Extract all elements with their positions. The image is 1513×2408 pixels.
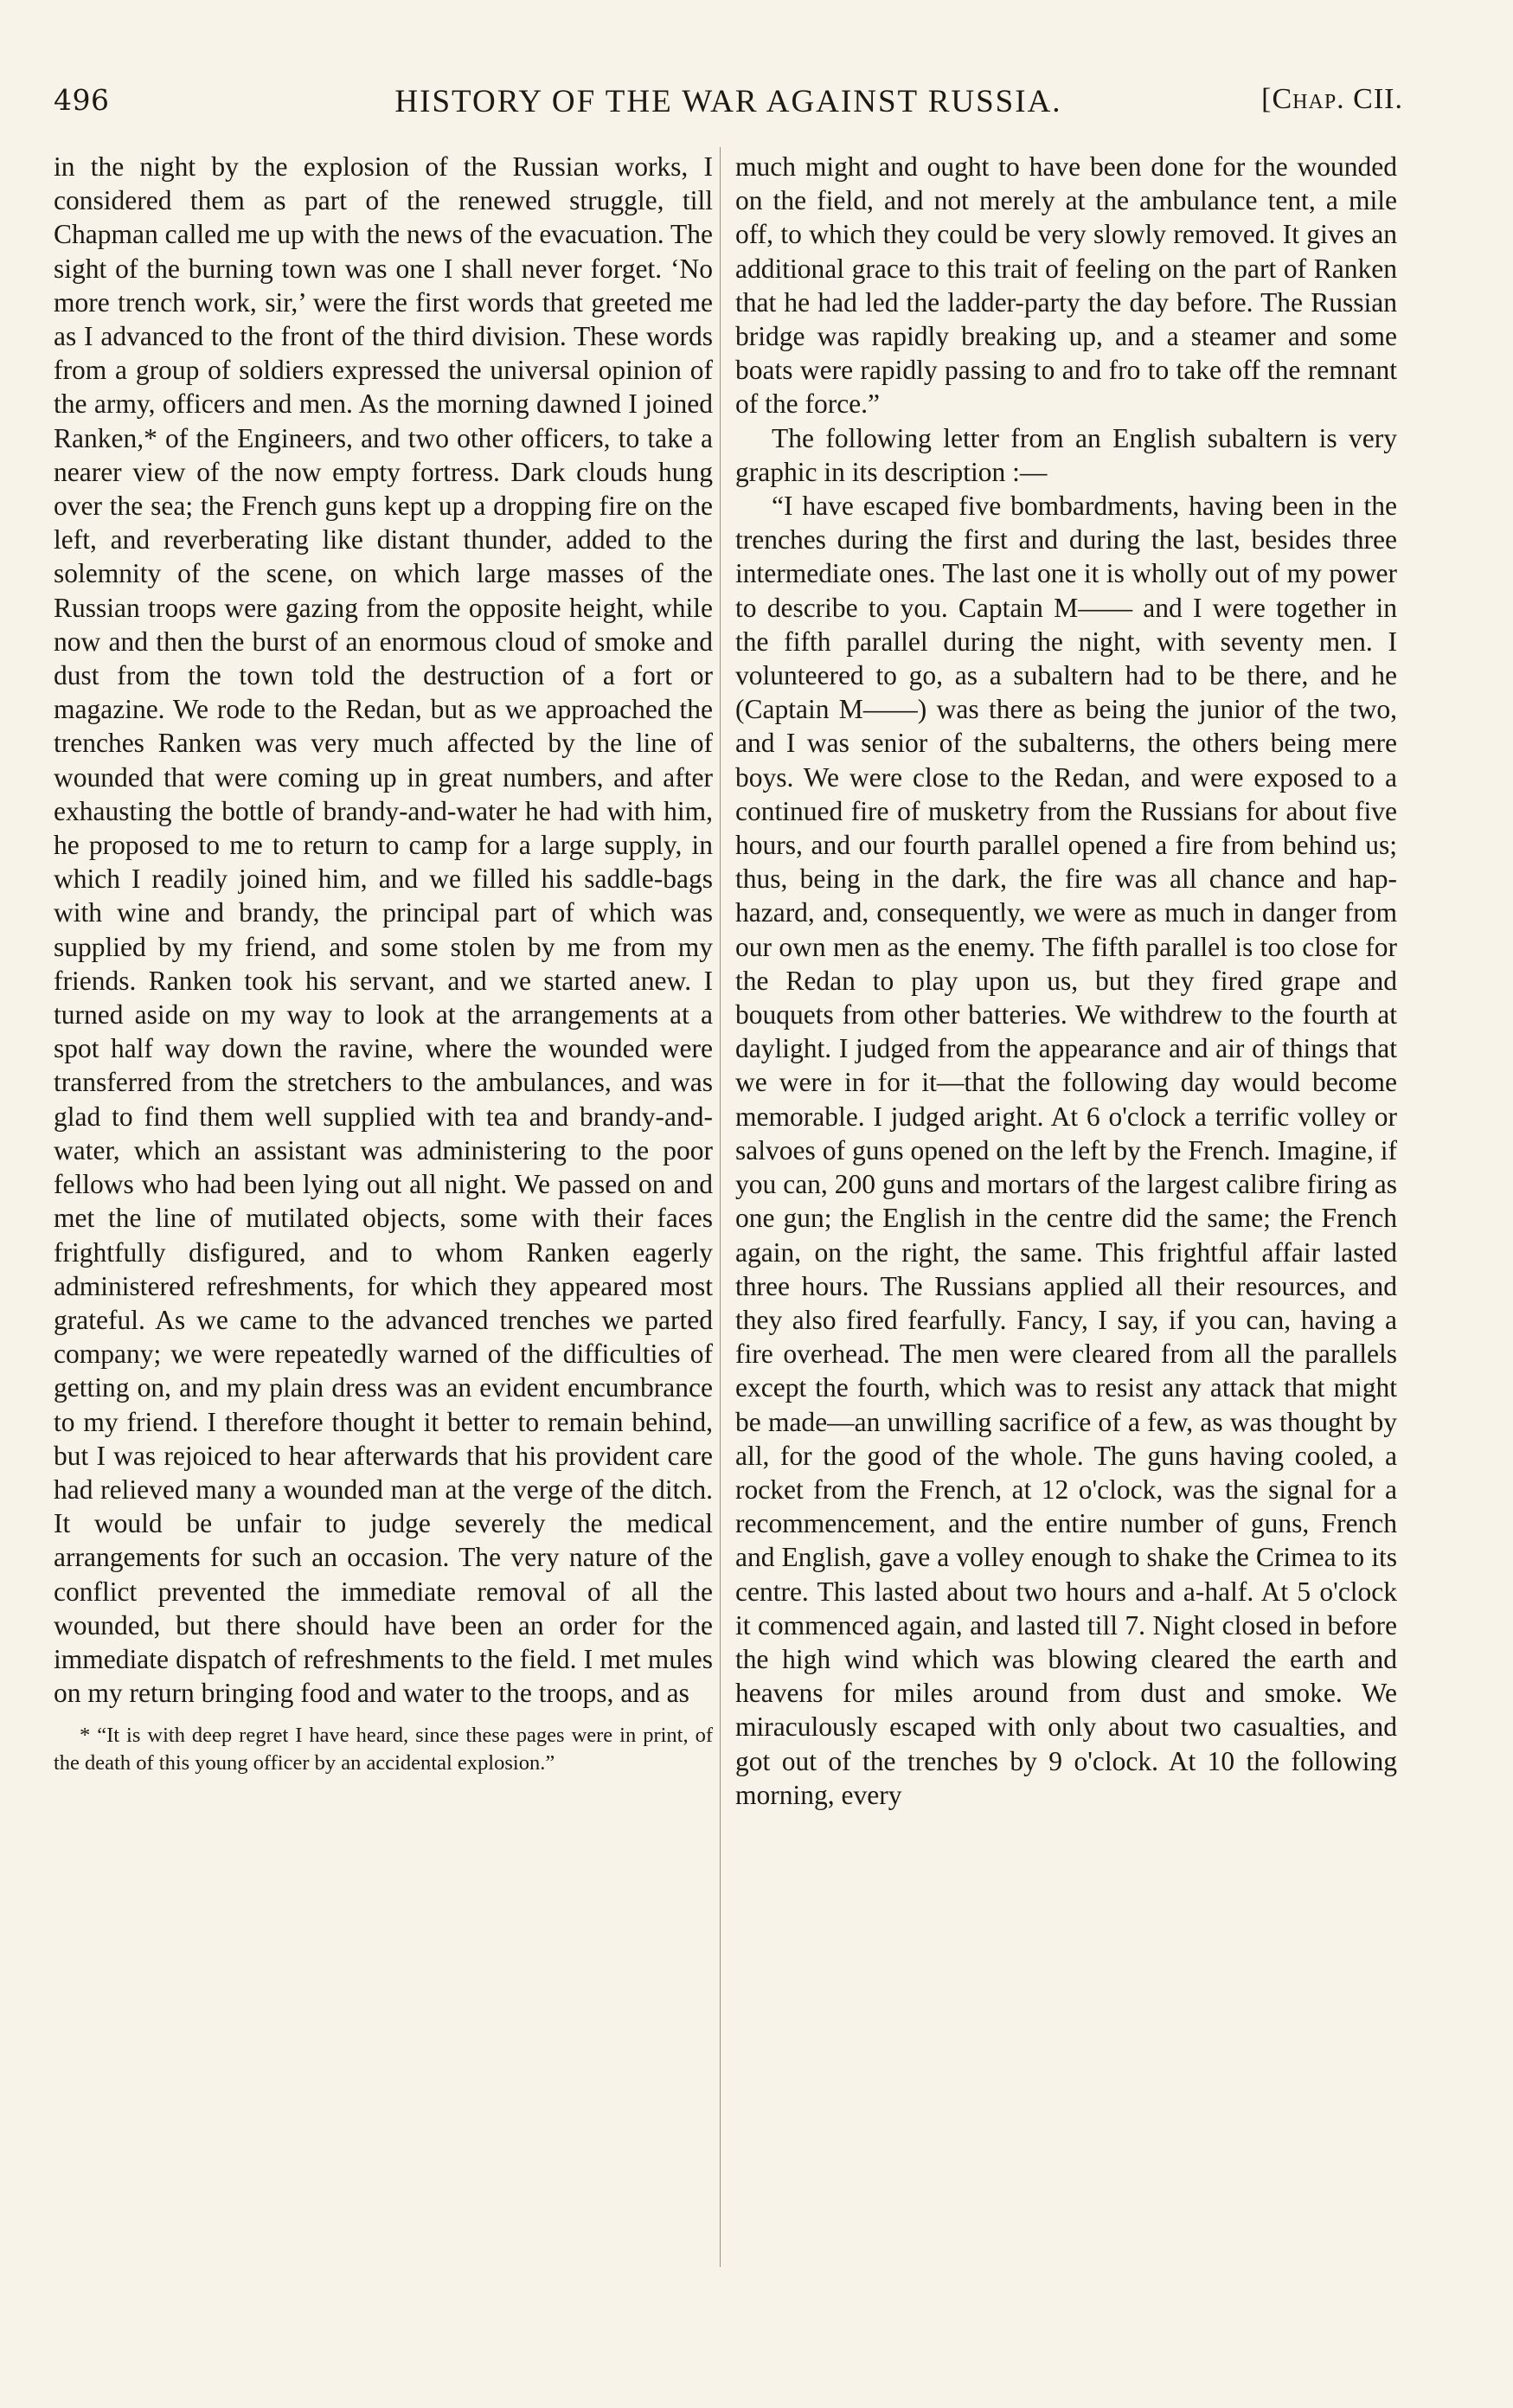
running-title: HISTORY OF THE WAR AGAINST RUSSIA. bbox=[394, 84, 1062, 119]
chapter-label: [Chap. CII. bbox=[1261, 83, 1403, 115]
right-paragraph-intro: The following letter from an English subaltern is very graphic in its description :— bbox=[735, 422, 1397, 487]
right-column bbox=[735, 150, 1397, 1812]
footnote: * “It is with deep regret I have heard, since these pages were in print, of the death of this young officer by an accidental explosion.” bbox=[54, 1724, 713, 1775]
column-divider bbox=[720, 147, 721, 2267]
right-paragraph-letter: “I have escaped five bombardments, having been in the trenches during the first and during the last, besides three intermediate ones. The last one it is wholly out of my power to describe to you. Captain M—— and I were together in the fifth parallel during the night, with seventy men. I volunteered to go, as a subaltern had to be there, and he (Captain M——) was there as being the junior of the two, and I was senior of the subalterns, the others being mere boys. We were close to the Redan, and were exposed to a continued fire of musketry from the Russians for about five hours, and our fourth parallel opened a fire from behind us; thus, being in the dark, the fire was all chance and hap-hazard, and, consequently, we were as much in danger from our own men as the enemy. The fifth parallel is too close for the Redan to play upon us, but they fired grape and bouquets from other batteries. We withdrew to the fourth at daylight. I judged from the appearance and air of things that we were in for it—that the following day would become memorable. I judged aright. At 6 o'clock a terrific volley or salvoes of guns opened on the left by the French. Imagine, if you can, 200 guns and mortars of the largest calibre firing as one gun; the English in the centre did the same; the French again, on the right, the same. This frightful affair lasted three hours. The Russians applied all their resources, and they also fired fearfully. Fancy, I say, if you can, having a fire overhead. The men were cleared from all the parallels except the fourth, which was to resist any attack that might be made—an unwilling sacrifice of a few, as was thought by all, for the good of the whole. The guns having cooled, a rocket from the French, at 12 o'clock, was the signal for a recommencement, and the entire number of guns, French and English, gave a volley enough to shake the Crimea to its centre. This lasted about two hours and a-half. At 5 o'clock it commenced again, and lasted till 7. Night closed in before the high wind which was blowing cleared the earth and heavens for miles around from dust and smoke. We miraculously escaped with only about two casualties, and got out of the trenches by 9 o'clock. At 10 the following morning, every bbox=[735, 491, 1397, 1810]
page-header bbox=[54, 83, 1403, 128]
left-paragraph: in the night by the explosion of the Russian works, I considered them as part of the renewed struggle, till Chapman called me up with the news of the evacuation. The sight of the burning town was one I shall never forget. ‘No more trench work, sir,’ were the first words that greeted me as I advanced to the front of the third division. These words from a group of soldiers expressed the universal opinion of the army, officers and men. As the morning dawned I joined Ranken,* of the Engineers, and two other officers, to take a nearer view of the now empty fortress. Dark clouds hung over the sea; the French guns kept up a dropping fire on the left, and reverberating like distant thunder, added to the solemnity of the scene, on which large masses of the Russian troops were gazing from the opposite height, while now and then the burst of an enormous cloud of smoke and dust from the town told the destruction of a fort or magazine. We rode to the Redan, but as we approached the trenches Ranken was very much affected by the line of wounded that were coming up in great numbers, and after exhausting the bottle of brandy-and-water he had with him, he proposed to me to return to camp for a large supply, in which I readily joined him, and we filled his saddle-bags with wine and brandy, the principal part of which was supplied by my friend, and some stolen by me from my friends. Ranken took his servant, and we started anew. I turned aside on my way to look at the arrangements at a spot half way down the ravine, where the wounded were transferred from the stretchers to the ambulances, and was glad to find them well supplied with tea and brandy-and-water, which an assistant was administering to the poor fellows who had been lying out all night. We passed on and met the line of mutilated objects, some with their faces frightfully disfigured, and to whom Ranken eagerly administered refreshments, for which they appeared most grateful. As we came to the advanced trenches we parted company; we were repeatedly warned of the difficulties of getting on, and my plain dress was an evident encumbrance to my friend. I therefore thought it better to remain behind, but I was rejoiced to hear afterwards that his provident care had relieved many a wounded man at the verge of the ditch. It would be unfair to judge severely the medical arrangements for such an occasion. The very nature of the conflict prevented the immediate removal of all the wounded, but there should have been an order for the immediate dispatch of refreshments to the field. I met mules on my return bringing food and water to the troops, and as bbox=[54, 151, 713, 1709]
right-paragraph-continued: much might and ought to have been done for the wounded on the field, and not merely at the ambulance tent, a mile off, to which they could be very slowly removed. It gives an additional grace to this trait of feeling on the part of Ranken that he had led the ladder-party the day before. The Russian bridge was rapidly breaking up, and a steamer and some boats were rapidly passing to and fro to take off the remnant of the force.” bbox=[735, 151, 1397, 420]
left-column bbox=[54, 150, 713, 1777]
page-number: 496 bbox=[54, 83, 110, 117]
